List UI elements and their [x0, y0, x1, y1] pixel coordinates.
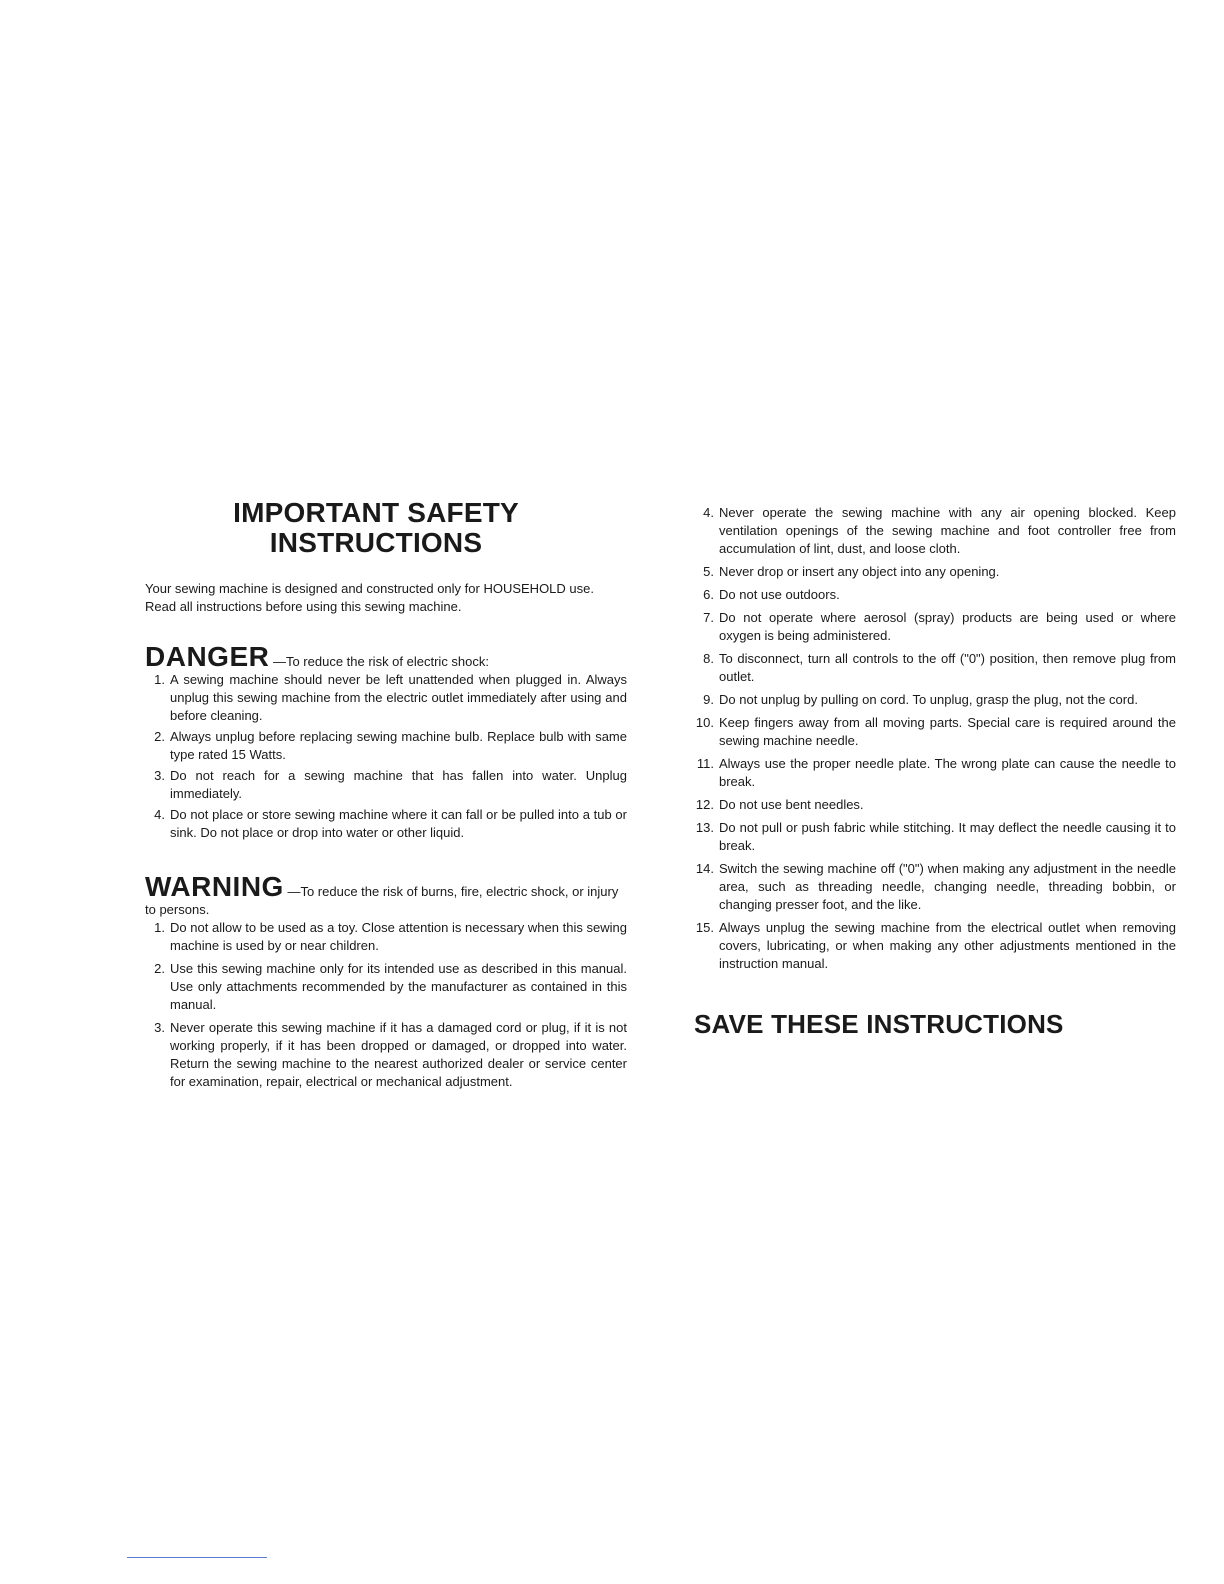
item-text: A sewing machine should never be left unattended when plugged in. Always unplug this sewing machine from the electric outlet immediately after using and before cleaning.	[170, 672, 627, 723]
item-number: 7.	[703, 610, 714, 625]
item-text: Switch the sewing machine off ("0") when making any adjustment in the needle area, such as threading needle, changing needle, threading bobbin, or changing presser foot, and the like.	[719, 861, 1176, 912]
item-number: 13.	[695, 820, 714, 835]
item-number: 10.	[695, 715, 714, 730]
item-text: Use this sewing machine only for its intended use as described in this manual. Use only attachments recommended by the manufacturer as contained in this manual.	[170, 961, 627, 1012]
warning-item-8	[694, 650, 1176, 686]
danger-list	[145, 671, 627, 842]
warning-item-11	[694, 755, 1176, 791]
item-number: 14.	[695, 861, 714, 876]
danger-item-2	[145, 728, 627, 764]
item-number: 5.	[703, 564, 714, 579]
warning-item-6	[694, 586, 1176, 604]
warning-item-1	[145, 919, 627, 955]
warning-item-5	[694, 563, 1176, 581]
save-instructions-heading: SAVE THESE INSTRUCTIONS	[694, 1009, 1064, 1039]
danger-heading	[145, 641, 627, 672]
danger-item-1	[145, 671, 627, 725]
footer-divider	[127, 1557, 267, 1558]
warning-item-2	[145, 960, 627, 1014]
item-text: Always unplug the sewing machine from the electrical outlet when removing covers, lubricating, or when making any other adjustments mentioned in the instruction manual.	[719, 920, 1176, 971]
danger-item-4	[145, 806, 627, 842]
item-number: 2.	[154, 961, 165, 976]
intro-line-2: Read all instructions before using this sewing machine.	[145, 599, 462, 614]
warning-label: WARNING	[145, 871, 284, 902]
warning-item-9	[694, 691, 1176, 709]
warning-subtitle: —To reduce the risk of burns, fire, electric shock, or injury to persons.	[145, 884, 619, 917]
intro-text	[145, 580, 627, 616]
warning-item-4	[694, 504, 1176, 558]
item-text: To disconnect, turn all controls to the off ("0") position, then remove plug from outlet.	[719, 651, 1176, 684]
item-text: Always use the proper needle plate. The wrong plate can cause the needle to break.	[719, 756, 1176, 789]
item-number: 3.	[154, 768, 165, 783]
item-number: 2.	[154, 729, 165, 744]
warning-item-13	[694, 819, 1176, 855]
warning-item-15	[694, 919, 1176, 973]
item-number: 12.	[695, 797, 714, 812]
item-text: Never drop or insert any object into any opening.	[719, 564, 1000, 579]
danger-item-3	[145, 767, 627, 803]
item-text: Do not place or store sewing machine where it can fall or be pulled into a tub or sink. Do not place or drop into water or other liquid.	[170, 807, 627, 840]
item-number: 3.	[154, 1020, 165, 1035]
danger-label: DANGER	[145, 641, 270, 672]
warning-item-12	[694, 796, 1176, 814]
intro-line-1: Your sewing machine is designed and constructed only for HOUSEHOLD use.	[145, 581, 594, 596]
item-text: Keep fingers away from all moving parts. Special care is required around the sewing machine needle.	[719, 715, 1176, 748]
item-number: 4.	[703, 505, 714, 520]
title-line-1: IMPORTANT SAFETY	[233, 497, 519, 528]
left-column	[145, 498, 627, 1096]
warning-item-10	[694, 714, 1176, 750]
item-text: Do not reach for a sewing machine that has fallen into water. Unplug immediately.	[170, 768, 627, 801]
item-number: 8.	[703, 651, 714, 666]
right-column	[694, 504, 1176, 1039]
warning-list-continued	[694, 504, 1176, 973]
danger-subtitle: —To reduce the risk of electric shock:	[272, 654, 489, 669]
item-text: Do not unplug by pulling on cord. To unplug, grasp the plug, not the cord.	[719, 692, 1138, 707]
warning-item-14	[694, 860, 1176, 914]
item-number: 6.	[703, 587, 714, 602]
item-text: Do not operate where aerosol (spray) products are being used or where oxygen is being administered.	[719, 610, 1176, 643]
item-number: 15.	[695, 920, 714, 935]
warning-list	[145, 919, 627, 1091]
warning-item-7	[694, 609, 1176, 645]
item-text: Do not pull or push fabric while stitching. It may deflect the needle causing it to break.	[719, 820, 1176, 853]
item-text: Never operate this sewing machine if it has a damaged cord or plug, if it is not working properly, if it has been dropped or damaged, or dropped into water. Return the sewing machine to the nearest authorized dealer or service center for examination, repair, electrical or mechanical adjustment.	[170, 1020, 627, 1089]
item-number: 1.	[154, 920, 165, 935]
item-number: 9.	[703, 692, 714, 707]
item-text: Do not allow to be used as a toy. Close attention is necessary when this sewing machine is used by or near children.	[170, 920, 627, 953]
item-text: Always unplug before replacing sewing machine bulb. Replace bulb with same type rated 15 Watts.	[170, 729, 627, 762]
item-number: 11.	[696, 756, 714, 771]
warning-item-3	[145, 1019, 627, 1091]
item-text: Never operate the sewing machine with any air opening blocked. Keep ventilation openings of the sewing machine and foot controller free from accumulation of lint, dust, and loose cloth.	[719, 505, 1176, 556]
title-line-2: INSTRUCTIONS	[269, 527, 483, 558]
warning-heading	[145, 871, 627, 919]
item-text: Do not use bent needles.	[719, 797, 864, 812]
item-number: 4.	[154, 807, 165, 822]
item-number: 1.	[154, 672, 165, 687]
item-text: Do not use outdoors.	[719, 587, 840, 602]
page-title	[125, 498, 627, 558]
